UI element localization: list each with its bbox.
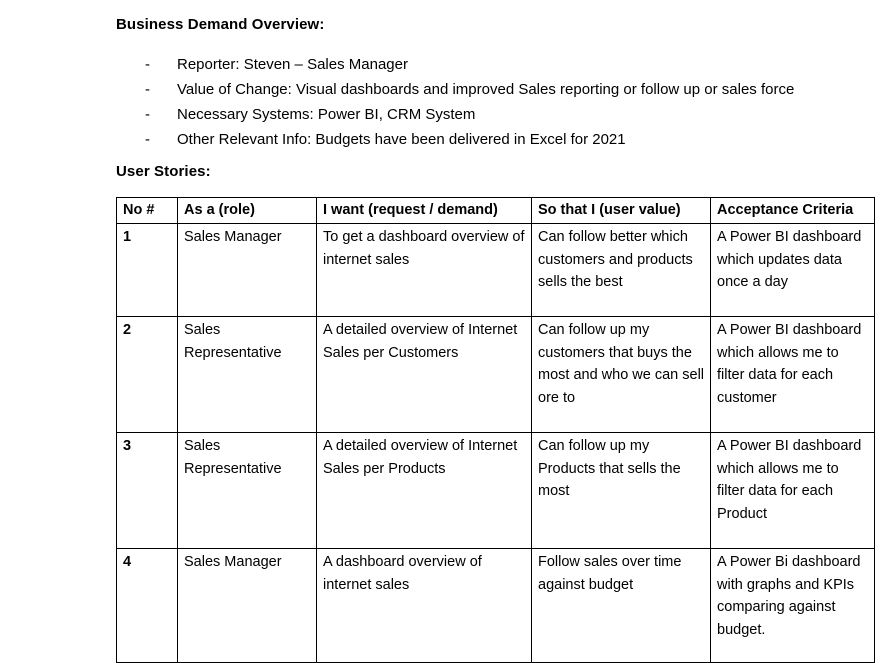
- dash-bullet-icon: -: [145, 131, 150, 148]
- list-item: [116, 102, 876, 127]
- cell-acceptance: A Power BI dashboard which updates data once a day: [711, 224, 875, 317]
- dash-bullet-icon: -: [145, 81, 150, 98]
- table-row: [117, 433, 875, 549]
- cell-want: A detailed overview of Internet Sales per Customers: [317, 317, 532, 433]
- cell-value: Follow sales over time against budget: [532, 549, 711, 663]
- cell-no: 2: [117, 317, 178, 433]
- cell-want: A detailed overview of Internet Sales per Products: [317, 433, 532, 549]
- table-row: [117, 549, 875, 663]
- dash-bullet-icon: -: [145, 56, 150, 73]
- cell-role: Sales Manager: [178, 549, 317, 663]
- column-header-value: So that I (user value): [532, 198, 711, 224]
- column-header-no: No #: [117, 198, 178, 224]
- cell-role: Sales Representative: [178, 433, 317, 549]
- column-header-want: I want (request / demand): [317, 198, 532, 224]
- business-demand-list: [116, 52, 876, 152]
- list-item: [116, 52, 876, 77]
- column-header-role: As a (role): [178, 198, 317, 224]
- list-item-text: Reporter: Steven – Sales Manager: [177, 56, 408, 73]
- cell-no: 1: [117, 224, 178, 317]
- cell-acceptance: A Power BI dashboard which allows me to filter data for each Product: [711, 433, 875, 549]
- list-item-text: Value of Change: Visual dashboards and improved Sales reporting or follow up or sales force: [177, 81, 795, 98]
- user-stories-table: [116, 197, 875, 663]
- cell-acceptance: A Power Bi dashboard with graphs and KPIs comparing against budget.: [711, 549, 875, 663]
- table-header-row: [117, 198, 875, 224]
- user-stories-heading: User Stories:: [116, 163, 211, 180]
- cell-value: Can follow better which customers and products sells the best: [532, 224, 711, 317]
- cell-no: 4: [117, 549, 178, 663]
- business-demand-heading: Business Demand Overview:: [116, 16, 325, 33]
- list-item: [116, 77, 876, 102]
- column-header-acceptance: Acceptance Criteria: [711, 198, 875, 224]
- table-row: [117, 317, 875, 433]
- cell-want: A dashboard overview of internet sales: [317, 549, 532, 663]
- dash-bullet-icon: -: [145, 106, 150, 123]
- cell-role: Sales Representative: [178, 317, 317, 433]
- cell-value: Can follow up my customers that buys the most and who we can sell ore to: [532, 317, 711, 433]
- cell-acceptance: A Power BI dashboard which allows me to filter data for each customer: [711, 317, 875, 433]
- cell-want: To get a dashboard overview of internet sales: [317, 224, 532, 317]
- list-item-text: Other Relevant Info: Budgets have been delivered in Excel for 2021: [177, 131, 626, 148]
- table-row: [117, 224, 875, 317]
- cell-role: Sales Manager: [178, 224, 317, 317]
- cell-no: 3: [117, 433, 178, 549]
- list-item-text: Necessary Systems: Power BI, CRM System: [177, 106, 476, 123]
- list-item: [116, 127, 876, 152]
- cell-value: Can follow up my Products that sells the most: [532, 433, 711, 549]
